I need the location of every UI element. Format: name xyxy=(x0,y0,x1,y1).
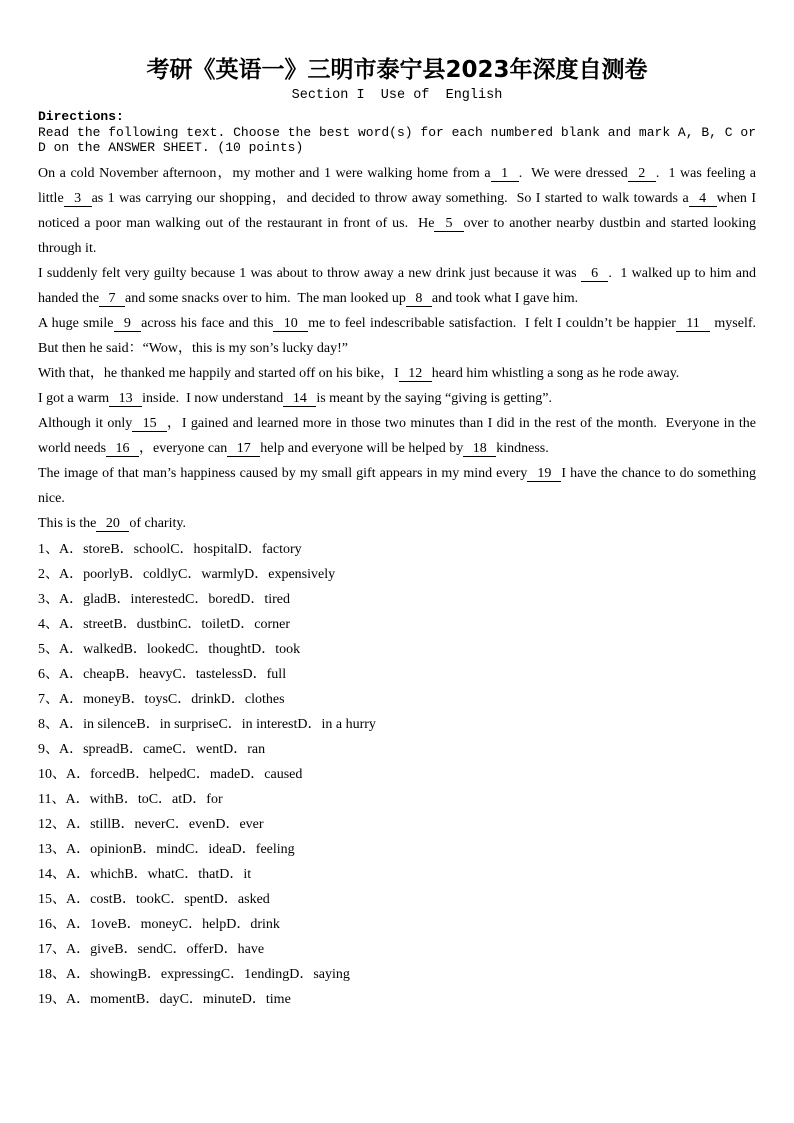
passage-paragraph: I suddenly felt very guilty because 1 was about to throw away a new drink just because it was 6 . 1 walked up to him and handed the 7 and some snacks over to him. The man looked up 8 and took what I gave him. xyxy=(38,265,760,306)
cloze-blank-10: 10 xyxy=(273,316,308,332)
option-b-q8: B．in surprise xyxy=(136,716,219,732)
option-d-q19: D．time xyxy=(241,991,291,1007)
passage-paragraph: The image of that man’s happiness caused by my small gift appears in my mind every 19 I have the chance to do something nice. xyxy=(38,465,760,506)
option-b-q10: B．helped xyxy=(125,766,187,782)
directions-text: Read the following text. Choose the best word(s) for each numbered blank and mark A, B, C or D on the ANSWER SHEET. (10 points) xyxy=(38,124,756,156)
question-number: 17、 xyxy=(38,941,66,957)
option-c-q13: C．idea xyxy=(185,841,232,857)
option-a-q2: A．poorly xyxy=(59,566,120,582)
passage-paragraph: This is the 20 of charity. xyxy=(38,515,186,531)
option-b-q19: B．day xyxy=(136,991,180,1007)
option-d-q13: D．feeling xyxy=(231,841,295,857)
passage-paragraph: On a cold November afternoon，my mother and 1 were walking home from a 1 . We were dressed 2 . 1 was feeling a little 3 as 1 was carrying our shopping，and decided to throw away something. So I started to walk towards a 4 when I noticed a poor man walking out of the restaurant in front of us. He 5 over to another nearby dustbin and started looking through it. xyxy=(38,165,760,256)
question-number: 16、 xyxy=(38,916,66,932)
passage-paragraph: A huge smile 9 across his face and this 10 me to feel indescribable satisfaction. I felt I couldn’t be happier 11 myself. But then he said：“Wow，this is my son’s lucky day!” xyxy=(38,315,763,356)
question-number: 6、 xyxy=(38,666,59,682)
option-d-q15: D．asked xyxy=(213,891,270,907)
option-a-q3: A．glad xyxy=(59,591,108,607)
option-a-q9: A．spread xyxy=(59,741,120,757)
option-d-q4: D．corner xyxy=(230,616,291,632)
option-c-q16: C．help xyxy=(178,916,227,932)
question-row-2 xyxy=(38,562,756,587)
option-b-q2: B．coldly xyxy=(119,566,179,582)
option-a-q19: A．moment xyxy=(66,991,136,1007)
question-row-16 xyxy=(38,912,756,937)
option-b-q15: B．took xyxy=(112,891,161,907)
option-b-q1: B．school xyxy=(110,541,171,557)
option-b-q5: B．looked xyxy=(123,641,185,657)
question-row-17 xyxy=(38,937,756,962)
cloze-blank-1: 1 xyxy=(491,166,519,182)
option-d-q8: D．in a hurry xyxy=(297,716,376,732)
cloze-blank-5: 5 xyxy=(434,216,463,232)
option-b-q18: B．expressing xyxy=(137,966,221,982)
passage-paragraph: I got a warm 13 inside. I now understand 14 is meant by the saying “giving is getting”. xyxy=(38,390,552,406)
section-heading: Section I Use of English xyxy=(291,87,503,103)
option-c-q10: C．made xyxy=(186,766,241,782)
page-title: 考研《英语一》三明市泰宁县2023年深度自测卷 xyxy=(146,57,648,83)
cloze-blank-18: 18 xyxy=(463,441,496,457)
option-b-q9: B．came xyxy=(119,741,173,757)
cloze-blank-11: 11 xyxy=(676,316,710,332)
option-d-q16: D．drink xyxy=(226,916,280,932)
option-b-q7: B．toys xyxy=(121,691,168,707)
option-b-q11: B．to xyxy=(114,791,149,807)
question-number: 14、 xyxy=(38,866,66,882)
option-a-q16: A．1ove xyxy=(66,916,118,932)
option-c-q7: C．drink xyxy=(167,691,221,707)
cloze-blank-13: 13 xyxy=(109,391,142,407)
question-number: 8、 xyxy=(38,716,59,732)
cloze-blank-3: 3 xyxy=(64,191,92,207)
question-row-1 xyxy=(38,537,756,562)
passage-paragraph: Although it only 15 ，I gained and learned more in those two minutes than I did in the rest of the month. Everyone in the world needs 16 ，everyone can 17 help and everyone will be helped by 18 kindness. xyxy=(38,415,760,456)
question-row-8 xyxy=(38,712,756,737)
cloze-blank-17: 17 xyxy=(227,441,260,457)
cloze-blank-20: 20 xyxy=(96,516,129,532)
option-a-q4: A．street xyxy=(59,616,114,632)
option-d-q1: D．factory xyxy=(237,541,302,557)
option-a-q18: A．showing xyxy=(66,966,138,982)
question-number: 2、 xyxy=(38,566,59,582)
option-a-q15: A．cost xyxy=(66,891,113,907)
question-number: 4、 xyxy=(38,616,59,632)
cloze-blank-7: 7 xyxy=(99,291,125,307)
cloze-blank-9: 9 xyxy=(114,316,142,332)
option-b-q13: B．mind xyxy=(132,841,186,857)
question-number: 11、 xyxy=(38,791,66,807)
option-c-q11: C．at xyxy=(148,791,183,807)
cloze-blank-15: 15 xyxy=(132,416,167,432)
option-a-q12: A．still xyxy=(66,816,112,832)
option-a-q8: A．in silence xyxy=(59,716,137,732)
passage xyxy=(38,161,763,536)
option-a-q11: A．with xyxy=(65,791,115,807)
cloze-blank-8: 8 xyxy=(406,291,432,307)
option-c-q18: C．1ending xyxy=(220,966,290,982)
question-row-10 xyxy=(38,762,756,787)
question-list xyxy=(38,537,756,1012)
option-a-q14: A．which xyxy=(66,866,125,882)
option-a-q7: A．money xyxy=(59,691,122,707)
option-c-q5: C．thought xyxy=(185,641,252,657)
option-c-q6: C．tasteless xyxy=(172,666,243,682)
question-number: 1、 xyxy=(38,541,59,557)
option-b-q12: B．never xyxy=(111,816,166,832)
option-c-q3: C．bored xyxy=(184,591,241,607)
passage-paragraph: With that，he thanked me happily and started off on his bike，I 12 heard him whistling a song as he rode away. xyxy=(38,365,680,381)
question-row-13 xyxy=(38,837,756,862)
cloze-blank-6: 6 xyxy=(581,266,609,282)
question-row-11 xyxy=(38,787,756,812)
option-a-q1: A．store xyxy=(59,541,111,557)
option-a-q17: A．give xyxy=(66,941,115,957)
cloze-blank-16: 16 xyxy=(106,441,139,457)
option-d-q7: D．clothes xyxy=(220,691,285,707)
option-c-q19: C．minute xyxy=(179,991,242,1007)
option-d-q3: D．tired xyxy=(240,591,290,607)
option-c-q8: C．in interest xyxy=(218,716,298,732)
option-a-q6: A．cheap xyxy=(59,666,116,682)
option-d-q18: D．saying xyxy=(289,966,350,982)
question-number: 15、 xyxy=(38,891,66,907)
directions xyxy=(38,109,756,156)
option-b-q14: B．what xyxy=(124,866,175,882)
question-number: 19、 xyxy=(38,991,66,1007)
option-a-q5: A．walked xyxy=(59,641,124,657)
question-number: 9、 xyxy=(38,741,59,757)
option-c-q12: C．even xyxy=(165,816,216,832)
question-number: 10、 xyxy=(38,766,66,782)
option-c-q4: C．toilet xyxy=(178,616,231,632)
option-c-q15: C．spent xyxy=(160,891,214,907)
question-row-15 xyxy=(38,887,756,912)
option-d-q14: D．it xyxy=(219,866,252,882)
option-d-q17: D．have xyxy=(213,941,265,957)
question-row-19 xyxy=(38,987,756,1012)
option-b-q3: B．interested xyxy=(107,591,185,607)
question-number: 7、 xyxy=(38,691,59,707)
cloze-blank-12: 12 xyxy=(399,366,432,382)
question-row-6 xyxy=(38,662,756,687)
question-number: 3、 xyxy=(38,591,59,607)
cloze-blank-4: 4 xyxy=(689,191,717,207)
question-row-4 xyxy=(38,612,756,637)
cloze-blank-14: 14 xyxy=(283,391,316,407)
option-d-q12: D．ever xyxy=(215,816,264,832)
option-a-q10: A．forced xyxy=(66,766,126,782)
option-b-q6: B．heavy xyxy=(115,666,173,682)
question-row-7 xyxy=(38,687,756,712)
option-d-q9: D．ran xyxy=(223,741,266,757)
option-c-q9: C．went xyxy=(172,741,224,757)
option-d-q10: D．caused xyxy=(240,766,303,782)
option-d-q11: D．for xyxy=(182,791,223,807)
question-row-9 xyxy=(38,737,756,762)
option-b-q17: B．send xyxy=(114,941,164,957)
question-row-14 xyxy=(38,862,756,887)
option-b-q4: B．dustbin xyxy=(113,616,179,632)
question-number: 13、 xyxy=(38,841,66,857)
cloze-blank-19: 19 xyxy=(527,466,561,482)
cloze-blank-2: 2 xyxy=(628,166,656,182)
question-row-12 xyxy=(38,812,756,837)
option-c-q14: C．that xyxy=(174,866,220,882)
question-number: 18、 xyxy=(38,966,66,982)
question-number: 5、 xyxy=(38,641,59,657)
option-d-q2: D．expensively xyxy=(244,566,336,582)
directions-label: Directions: xyxy=(38,109,124,125)
question-row-3 xyxy=(38,587,756,612)
option-c-q17: C．offer xyxy=(163,941,214,957)
option-b-q16: B．money xyxy=(117,916,179,932)
question-number: 12、 xyxy=(38,816,66,832)
option-c-q2: C．warmly xyxy=(178,566,245,582)
option-c-q1: C．hospital xyxy=(170,541,238,557)
option-a-q13: A．opinion xyxy=(66,841,133,857)
option-d-q5: D．took xyxy=(251,641,301,657)
question-row-18 xyxy=(38,962,756,987)
option-d-q6: D．full xyxy=(242,666,287,682)
question-row-5 xyxy=(38,637,756,662)
